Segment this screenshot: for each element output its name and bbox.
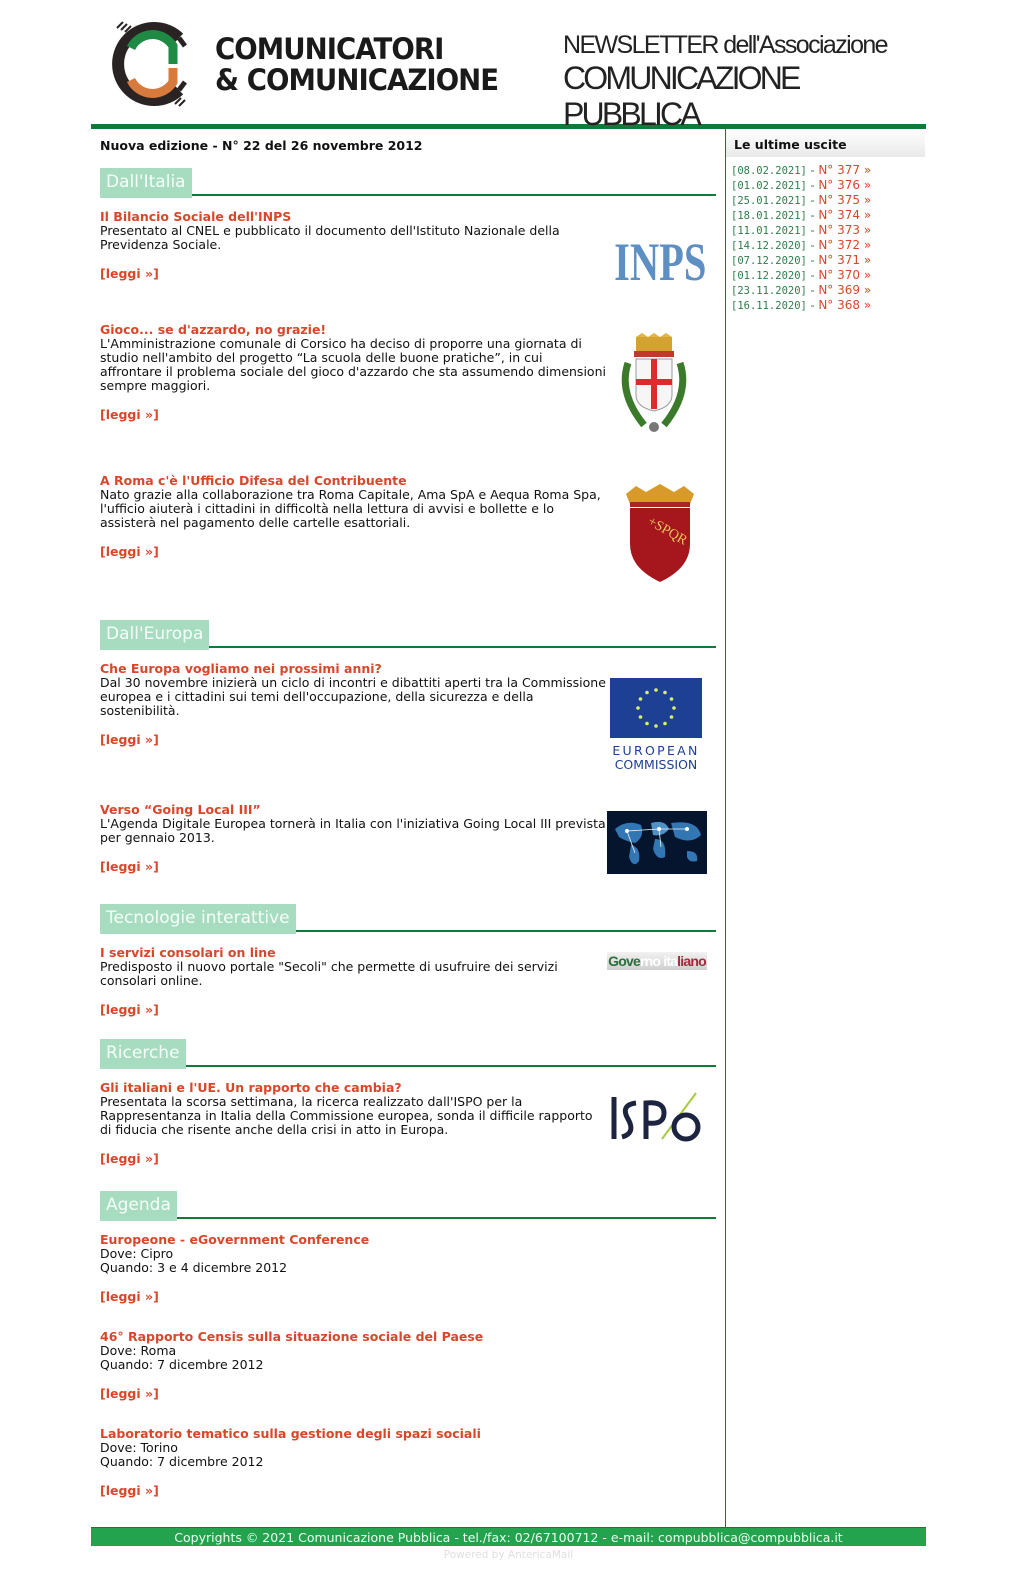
issue-date: [01.12.2020]: [731, 270, 807, 282]
section-divider: [296, 930, 716, 932]
agenda-item: [100, 1427, 716, 1524]
issue-item[interactable]: [731, 238, 925, 253]
newsletter-title: [563, 30, 926, 132]
section-title: Ricerche: [100, 1039, 186, 1069]
article-title-link[interactable]: Che Europa vogliamo nei prossimi anni?: [100, 661, 382, 676]
section-divider: [177, 1217, 716, 1219]
svg-text:INPS: INPS: [614, 232, 707, 292]
article-title-link[interactable]: Gli italiani e l'UE. Un rapporto che cambia?: [100, 1080, 402, 1095]
issue-list: [726, 157, 925, 313]
article-summary: Dal 30 novembre inizierà un ciclo di incontri e dibattiti aperti tra la Commissione europea e i cittadini sui temi dell'occupazione, della sicurezza e della sostenibilità.: [100, 675, 606, 718]
issue-link[interactable]: N° 374 »: [818, 208, 872, 222]
section-header-agenda: [100, 1191, 716, 1221]
read-more-link[interactable]: [leggi »]: [100, 1151, 159, 1166]
association-name: COMUNICAZIONE PUBBLICA: [563, 60, 799, 132]
issue-separator: -: [806, 268, 819, 282]
logo-line-2: & COMUNICAZIONE: [215, 63, 499, 97]
issue-item[interactable]: [731, 163, 925, 178]
article-summary: Predisposto il nuovo portale "Secoli" che permette di usufruire dei servizi consolari online.: [100, 959, 558, 988]
article-item: [100, 323, 716, 474]
issue-separator: -: [806, 253, 819, 267]
issue-item[interactable]: [731, 208, 925, 223]
read-more-link[interactable]: [leggi »]: [100, 1386, 159, 1401]
newsletter-subtitle: NEWSLETTER dell'Associazione: [563, 31, 887, 59]
section-divider: [186, 1065, 716, 1067]
issue-date: [08.02.2021]: [731, 165, 807, 177]
issue-link[interactable]: N° 372 »: [818, 238, 872, 252]
issue-item[interactable]: [731, 268, 925, 283]
footer-copyright: Copyrights © 2021 Comunicazione Pubblica - tel./fax: 02/67100712 - e-mail: compubblica@compubblica.it: [174, 1530, 843, 1545]
sidebar: [726, 129, 925, 1527]
ispo-logo-icon: [606, 1089, 706, 1145]
main-column: [91, 129, 726, 1527]
event-date: Quando: 7 dicembre 2012: [100, 1357, 264, 1372]
section-header-dall-italia: [100, 168, 716, 198]
issue-date: [23.11.2020]: [731, 285, 807, 297]
eu-flag-icon: [610, 678, 702, 738]
issue-separator: -: [806, 283, 819, 297]
section-header-tecnologie-interattive: [100, 904, 716, 934]
issue-date: [16.11.2020]: [731, 300, 807, 312]
issue-date: [18.01.2021]: [731, 210, 807, 222]
ec-logo-line-2: COMMISSION: [614, 757, 698, 772]
newsletter-page: [91, 0, 926, 1561]
section-title: Tecnologie interattive: [100, 904, 296, 934]
issue-date: [01.02.2021]: [731, 180, 807, 192]
event-title-link[interactable]: Laboratorio tematico sulla gestione degli spazi sociali: [100, 1426, 481, 1441]
issue-link[interactable]: N° 368 »: [818, 298, 872, 312]
article-title-link[interactable]: A Roma c'è l'Ufficio Difesa del Contribuente: [100, 473, 407, 488]
issue-link[interactable]: N° 377 »: [818, 163, 872, 177]
logo-part-white: rno ita: [639, 953, 678, 969]
event-title-link[interactable]: 46° Rapporto Censis sulla situazione sociale del Paese: [100, 1329, 484, 1344]
article-title-link[interactable]: Verso “Going Local III”: [100, 802, 261, 817]
issue-item[interactable]: [731, 283, 925, 298]
world-network-image-icon: [607, 811, 707, 874]
read-more-link[interactable]: [leggi »]: [100, 1289, 159, 1304]
read-more-link[interactable]: [leggi »]: [100, 1483, 159, 1498]
article-item: [100, 662, 716, 803]
section-divider: [209, 646, 716, 648]
ec-logo-line-1: EUROPEAN: [612, 743, 700, 758]
issue-date: [25.01.2021]: [731, 195, 807, 207]
issue-date: [11.01.2021]: [731, 225, 807, 237]
issue-link[interactable]: N° 375 »: [818, 193, 872, 207]
spqr-coat-of-arms-icon: [620, 482, 700, 584]
issue-item[interactable]: [731, 223, 925, 238]
issue-item[interactable]: [731, 298, 925, 313]
section-header-dall-europa: [100, 620, 716, 650]
european-commission-logo: [610, 678, 702, 772]
read-more-link[interactable]: [leggi »]: [100, 266, 159, 281]
agenda-item: [100, 1330, 716, 1427]
event-location: Dove: Roma: [100, 1343, 177, 1358]
article-summary: Nato grazie alla collaborazione tra Roma Capitale, Ama SpA e Aequa Roma Spa, l'ufficio aiuterà i cittadini in difficoltà nella lettura di avvisi e bollette e lo assisterà nel pagamento delle cartelle esattoriali.: [100, 487, 601, 530]
read-more-link[interactable]: [leggi »]: [100, 407, 159, 422]
footer-bar: [91, 1527, 926, 1546]
read-more-link[interactable]: [leggi »]: [100, 859, 159, 874]
section-title: Dall'Italia: [100, 168, 192, 198]
header: [91, 0, 926, 132]
issue-link[interactable]: N° 370 »: [818, 268, 872, 282]
article-item: [100, 1081, 716, 1185]
governo-italiano-logo: [607, 952, 707, 970]
agenda-item: [100, 1233, 716, 1330]
issue-separator: -: [806, 238, 819, 252]
corsico-coat-of-arms-icon: [614, 333, 694, 437]
issue-separator: -: [806, 163, 819, 177]
article-summary: Presentato al CNEL e pubblicato il documento dell'Istituto Nazionale della Previdenza Sociale.: [100, 223, 560, 252]
logo-wordmark: [215, 34, 498, 96]
article-title-link[interactable]: I servizi consolari on line: [100, 945, 276, 960]
issue-link[interactable]: N° 369 »: [818, 283, 872, 297]
read-more-link[interactable]: [leggi »]: [100, 732, 159, 747]
logo-part-green: Gove: [608, 953, 640, 969]
article-item: [100, 946, 716, 1033]
article-title-link[interactable]: Il Bilancio Sociale dell'INPS: [100, 209, 292, 224]
issue-item[interactable]: [731, 193, 925, 208]
event-date: Quando: 7 dicembre 2012: [100, 1454, 264, 1469]
edition-title: Nuova edizione - N° 22 del 26 novembre 2012: [100, 138, 423, 153]
article-summary: L'Agenda Digitale Europea tornerà in Italia con l'iniziativa Going Local III prevista per gennaio 2013.: [100, 816, 606, 845]
issue-separator: -: [806, 223, 819, 237]
powered-by: Powered by AntericaMail: [443, 1549, 574, 1561]
svg-text:+SPQR: +SPQR: [644, 514, 690, 549]
article-item: [100, 210, 716, 323]
section-title: Dall'Europa: [100, 620, 209, 650]
issue-separator: -: [806, 298, 819, 312]
article-item: [100, 803, 716, 898]
issue-date: [14.12.2020]: [731, 240, 807, 252]
logo-icon: [109, 18, 197, 110]
article-item: [100, 474, 716, 614]
issue-item[interactable]: [731, 253, 925, 268]
section-title: Agenda: [100, 1191, 177, 1221]
event-location: Dove: Torino: [100, 1440, 178, 1455]
issue-separator: -: [806, 208, 819, 222]
event-location: Dove: Cipro: [100, 1246, 174, 1261]
logo-part-red: liano: [677, 953, 706, 969]
section-header-ricerche: [100, 1039, 716, 1069]
event-date: Quando: 3 e 4 dicembre 2012: [100, 1260, 288, 1275]
read-more-link[interactable]: [leggi »]: [100, 544, 159, 559]
article-summary: Presentata la scorsa settimana, la ricerca realizzato dall'ISPO per la Rappresentanza in Italia della Commissione europea, sonda il difficile rapporto di fiducia che risente anche della crisi in atto in Europa.: [100, 1094, 593, 1137]
article-summary: L'Amministrazione comunale di Corsico ha deciso di proporre una giornata di studio nell'ambito del progetto “La scuola delle buone pratiche”, in cui affrontare il problema sociale del gioco d'azzardo che sta assumendo dimensioni sempre maggiori.: [100, 336, 606, 393]
logo-line-1: COMUNICATORI: [215, 32, 444, 66]
issue-item[interactable]: [731, 178, 925, 193]
issue-date: [07.12.2020]: [731, 255, 807, 267]
issue-link[interactable]: N° 376 »: [818, 178, 872, 192]
read-more-link[interactable]: [leggi »]: [100, 1002, 159, 1017]
article-title-link[interactable]: Gioco... se d'azzardo, no grazie!: [100, 322, 327, 337]
sidebar-title: Le ultime uscite: [726, 129, 925, 157]
issue-link[interactable]: N° 373 »: [818, 223, 872, 237]
event-title-link[interactable]: Europeone - eGovernment Conference: [100, 1232, 370, 1247]
issue-separator: -: [806, 178, 819, 192]
section-divider: [192, 194, 716, 196]
issue-separator: -: [806, 193, 819, 207]
inps-logo-icon: [610, 222, 710, 292]
issue-link[interactable]: N° 371 »: [818, 253, 872, 267]
